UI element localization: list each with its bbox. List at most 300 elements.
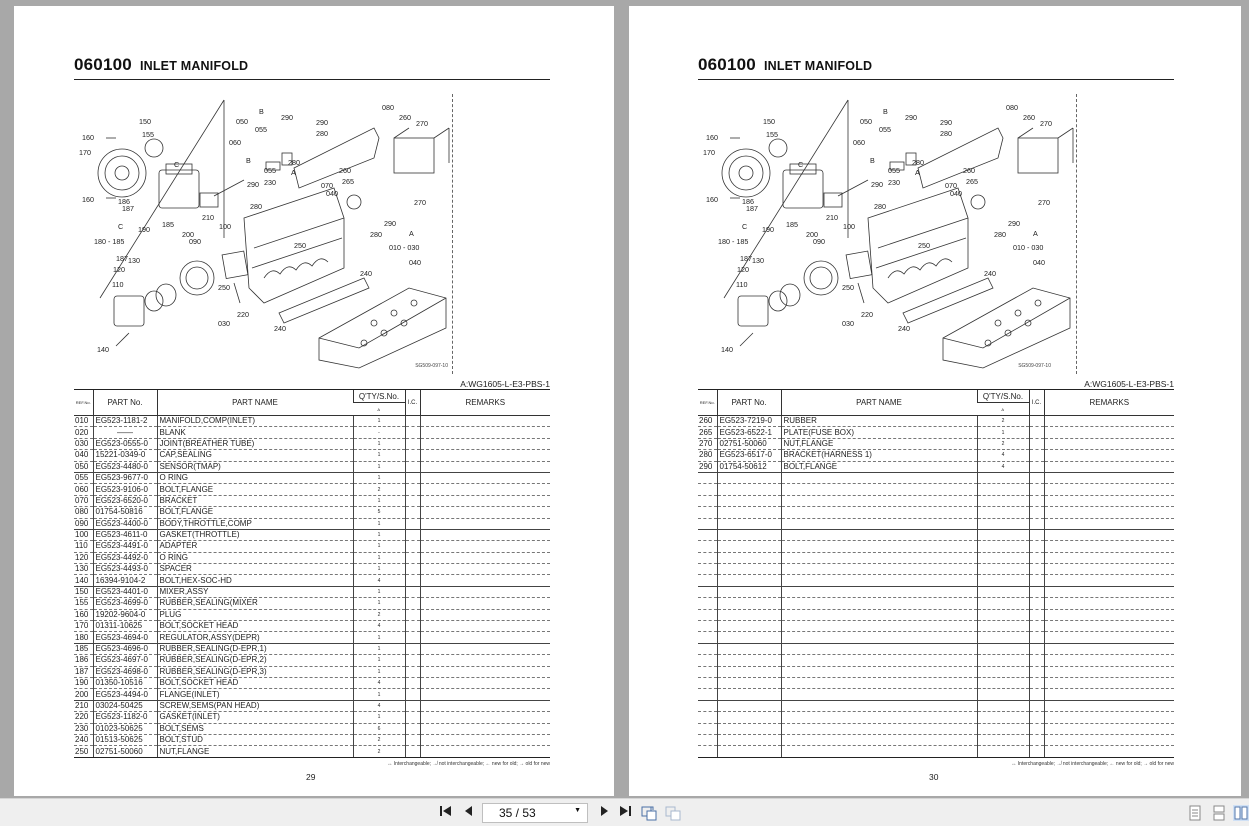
part-name-cell	[781, 712, 977, 723]
ref-cell	[698, 472, 717, 483]
svg-text:A: A	[409, 229, 414, 238]
previous-page-icon	[464, 805, 474, 817]
part-no-cell: 01513-50625	[93, 734, 157, 745]
ic-cell	[405, 632, 420, 643]
svg-text:290: 290	[940, 118, 952, 127]
remarks-cell	[420, 450, 550, 461]
svg-text:070: 070	[321, 181, 333, 190]
remarks-cell	[1044, 541, 1174, 552]
qty-cell: 2	[353, 484, 405, 495]
part-name-cell: RUBBER,SEALING(MIXER	[157, 598, 353, 609]
previous-page-button[interactable]	[461, 805, 477, 821]
part-name-cell	[781, 564, 977, 575]
qty-cell: 1	[353, 541, 405, 552]
ref-cell: 040	[74, 450, 93, 461]
part-no-cell	[717, 723, 781, 734]
part-no-cell: ——	[93, 427, 157, 438]
ic-cell	[405, 746, 420, 757]
part-name-cell: BOLT,HEX-SOC-HD	[157, 575, 353, 586]
remarks-cell	[420, 495, 550, 506]
part-name-cell	[781, 655, 977, 666]
qty-cell	[977, 655, 1029, 666]
table-row	[74, 484, 550, 495]
col-part-no: PART No.	[93, 390, 157, 416]
col-remarks: REMARKS	[1044, 390, 1174, 416]
ref-cell: 010	[74, 416, 93, 427]
ic-cell	[405, 564, 420, 575]
part-no-cell: 03024-50425	[93, 700, 157, 711]
remarks-cell	[1044, 438, 1174, 449]
svg-text:040: 040	[326, 189, 338, 198]
svg-text:B: B	[883, 107, 888, 116]
part-name-cell: RUBBER,SEALING(D-EPR,2)	[157, 655, 353, 666]
part-name-cell: MIXER,ASSY	[157, 586, 353, 597]
part-name-cell	[781, 643, 977, 654]
part-name-cell: SENSOR(TMAP)	[157, 461, 353, 472]
ref-cell: 100	[74, 529, 93, 540]
svg-text:A: A	[915, 168, 920, 177]
part-name-cell: CAP,SEALING	[157, 450, 353, 461]
ic-cell	[1029, 472, 1044, 483]
ic-cell	[405, 575, 420, 586]
svg-text:290: 290	[905, 113, 917, 122]
legend: ↔ Interchangeable; ↛ not interchangeable; ← new for old; → old for new	[387, 761, 550, 767]
svg-text:160: 160	[706, 133, 718, 142]
part-no-cell: EG523-6517-0	[717, 450, 781, 461]
table-row	[74, 529, 550, 540]
title-rule	[698, 79, 1174, 80]
ref-cell	[698, 495, 717, 506]
ic-cell	[1029, 427, 1044, 438]
part-name-cell: BOLT,SEMS	[157, 723, 353, 734]
svg-text:100: 100	[843, 222, 855, 231]
svg-text:055: 055	[255, 125, 267, 134]
table-row	[698, 746, 1174, 757]
svg-text:040: 040	[1033, 258, 1045, 267]
svg-text:A: A	[1033, 229, 1038, 238]
remarks-cell	[420, 575, 550, 586]
ic-cell	[405, 734, 420, 745]
part-no-cell	[717, 552, 781, 563]
svg-text:A: A	[291, 168, 296, 177]
qty-cell: 4	[353, 575, 405, 586]
ic-cell	[405, 461, 420, 472]
part-name-cell: BRACKET	[157, 495, 353, 506]
svg-text:187: 187	[116, 254, 128, 263]
table-row	[74, 507, 550, 518]
col-ref: REF.No.	[698, 390, 717, 416]
remarks-cell	[420, 586, 550, 597]
qty-cell: 4	[977, 461, 1029, 472]
part-no-cell: EG523-4698-0	[93, 666, 157, 677]
table-row	[74, 472, 550, 483]
qty-cell	[977, 746, 1029, 757]
part-no-cell: EG523-4611-0	[93, 529, 157, 540]
ic-cell	[1029, 700, 1044, 711]
svg-text:155: 155	[766, 130, 778, 139]
single-page-view-button[interactable]	[1187, 805, 1203, 821]
remarks-cell	[1044, 507, 1174, 518]
first-page-button[interactable]	[438, 805, 454, 821]
part-no-cell: 02751-50060	[717, 438, 781, 449]
remarks-cell	[420, 438, 550, 449]
part-name-cell	[781, 484, 977, 495]
first-page-icon	[439, 805, 453, 817]
ic-cell	[1029, 484, 1044, 495]
ic-cell	[405, 552, 420, 563]
svg-text:280: 280	[316, 129, 328, 138]
ref-cell: 150	[74, 586, 93, 597]
col-part-name: PART NAME	[781, 390, 977, 416]
table-row	[698, 723, 1174, 734]
qty-cell: 1	[353, 518, 405, 529]
part-name-cell: SPACER	[157, 564, 353, 575]
part-no-cell: 16394-9104-2	[93, 575, 157, 586]
svg-text:280: 280	[288, 158, 300, 167]
part-no-cell: EG523-4696-0	[93, 643, 157, 654]
ic-cell	[405, 712, 420, 723]
ic-cell	[1029, 450, 1044, 461]
ic-cell	[1029, 529, 1044, 540]
ic-cell	[1029, 632, 1044, 643]
remarks-cell	[1044, 666, 1174, 677]
svg-text:170: 170	[703, 148, 715, 157]
page-selector[interactable]	[482, 803, 588, 823]
part-name-cell	[781, 495, 977, 506]
col-ic: I.C.	[1029, 390, 1044, 416]
ref-cell: 110	[74, 541, 93, 552]
svg-text:187: 187	[740, 254, 752, 263]
two-page-view-button[interactable]	[1233, 805, 1249, 821]
fit-page-button[interactable]	[665, 805, 681, 821]
part-no-cell	[717, 507, 781, 518]
part-no-cell: EG523-4400-0	[93, 518, 157, 529]
ref-cell: 187	[74, 666, 93, 677]
svg-text:120: 120	[737, 265, 749, 274]
dropdown-arrow-icon: ▼	[574, 807, 581, 814]
svg-text:B: B	[246, 156, 251, 165]
remarks-cell	[1044, 655, 1174, 666]
col-qty: Q'TY/S.No.	[977, 390, 1029, 403]
table-row	[698, 427, 1174, 438]
svg-text:140: 140	[97, 345, 109, 354]
table-row	[74, 643, 550, 654]
section-code: 060100	[74, 55, 132, 74]
svg-text:080: 080	[382, 103, 394, 112]
part-name-cell: RUBBER	[781, 416, 977, 427]
qty-cell: 1	[353, 598, 405, 609]
qty-cell: 1	[353, 632, 405, 643]
remarks-cell	[420, 689, 550, 700]
part-no-cell: EG523-0555-0	[93, 438, 157, 449]
ref-cell: 290	[698, 461, 717, 472]
part-name-cell: MANIFOLD,COMP(INLET)	[157, 416, 353, 427]
part-name-cell	[781, 609, 977, 620]
svg-text:280: 280	[874, 202, 886, 211]
ref-cell	[698, 598, 717, 609]
svg-text:187: 187	[122, 204, 134, 213]
col-qty-a: A	[977, 403, 1029, 416]
svg-text:240: 240	[898, 324, 910, 333]
ic-cell	[1029, 507, 1044, 518]
part-name-cell	[781, 575, 977, 586]
part-name-cell: PLUG	[157, 609, 353, 620]
qty-cell	[977, 472, 1029, 483]
ref-cell: 090	[74, 518, 93, 529]
remarks-cell	[1044, 450, 1174, 461]
col-ref: REF.No.	[74, 390, 93, 416]
ic-cell	[1029, 677, 1044, 688]
table-row	[698, 438, 1174, 449]
svg-text:140: 140	[721, 345, 733, 354]
part-name-cell: O RING	[157, 552, 353, 563]
svg-text:090: 090	[189, 237, 201, 246]
qty-cell: 1	[353, 450, 405, 461]
page-29	[14, 6, 614, 796]
exploded-parts-diagram	[74, 98, 454, 370]
ref-cell: 170	[74, 621, 93, 632]
remarks-cell	[420, 552, 550, 563]
single-page-icon	[1188, 805, 1202, 821]
legend: ↔ Interchangeable; ↛ not interchangeable; ← new for old; → old for new	[1011, 761, 1174, 767]
ref-cell	[698, 689, 717, 700]
parts-table	[74, 389, 550, 758]
table-row	[698, 632, 1174, 643]
ic-cell	[1029, 746, 1044, 757]
remarks-cell	[420, 723, 550, 734]
figure-code: SG509-097-10	[1018, 363, 1051, 369]
qty-cell	[977, 689, 1029, 700]
svg-text:220: 220	[861, 310, 873, 319]
svg-text:160: 160	[82, 195, 94, 204]
ref-cell: 180	[74, 632, 93, 643]
svg-text:290: 290	[316, 118, 328, 127]
part-name-cell	[781, 529, 977, 540]
col-ic: I.C.	[405, 390, 420, 416]
ref-cell	[698, 677, 717, 688]
svg-text:250: 250	[918, 241, 930, 250]
qty-cell: 1	[353, 552, 405, 563]
remarks-cell	[420, 746, 550, 757]
part-no-cell	[717, 586, 781, 597]
remarks-cell	[420, 700, 550, 711]
svg-text:260: 260	[963, 166, 975, 175]
part-name-cell	[781, 734, 977, 745]
qty-cell	[977, 621, 1029, 632]
ref-cell	[698, 712, 717, 723]
ic-cell	[1029, 564, 1044, 575]
svg-text:055: 055	[264, 166, 276, 175]
part-no-cell: 01023-50625	[93, 723, 157, 734]
remarks-cell	[1044, 723, 1174, 734]
part-name-cell: GASKET(INLET)	[157, 712, 353, 723]
table-row	[74, 677, 550, 688]
ref-cell: 020	[74, 427, 93, 438]
qty-cell	[977, 734, 1029, 745]
ref-cell: 265	[698, 427, 717, 438]
svg-text:040: 040	[950, 189, 962, 198]
part-no-cell: EG523-4699-0	[93, 598, 157, 609]
fit-width-button[interactable]	[641, 805, 657, 821]
part-name-cell: O RING	[157, 472, 353, 483]
part-name-cell	[781, 586, 977, 597]
ic-cell	[405, 507, 420, 518]
table-row	[698, 564, 1174, 575]
remarks-cell	[1044, 575, 1174, 586]
part-no-cell: 15221-0349-0	[93, 450, 157, 461]
qty-cell: 1	[353, 666, 405, 677]
svg-text:260: 260	[1023, 113, 1035, 122]
remarks-cell	[420, 609, 550, 620]
svg-text:130: 130	[128, 256, 140, 265]
svg-text:150: 150	[763, 117, 775, 126]
part-no-cell: EG523-4401-0	[93, 586, 157, 597]
svg-text:200: 200	[182, 230, 194, 239]
svg-text:110: 110	[112, 280, 124, 289]
diagram-divider	[452, 94, 453, 374]
part-no-cell: EG523-7219-0	[717, 416, 781, 427]
ref-cell: 260	[698, 416, 717, 427]
ref-cell: 160	[74, 609, 93, 620]
remarks-cell	[1044, 700, 1174, 711]
svg-text:130: 130	[752, 256, 764, 265]
part-no-cell: EG523-4480-0	[93, 461, 157, 472]
qty-cell	[977, 712, 1029, 723]
part-no-cell	[717, 518, 781, 529]
qty-cell: 6	[353, 723, 405, 734]
svg-text:070: 070	[945, 181, 957, 190]
ref-cell: 185	[74, 643, 93, 654]
next-page-button[interactable]	[596, 805, 612, 821]
ref-cell	[698, 609, 717, 620]
table-row	[74, 609, 550, 620]
remarks-cell	[1044, 552, 1174, 563]
svg-text:290: 290	[1008, 219, 1020, 228]
page-30	[629, 6, 1241, 796]
qty-cell	[977, 552, 1029, 563]
part-no-cell: EG523-4694-0	[93, 632, 157, 643]
table-row	[698, 712, 1174, 723]
ic-cell	[1029, 723, 1044, 734]
ref-cell: 130	[74, 564, 93, 575]
qty-cell: 1	[353, 586, 405, 597]
page-number: 29	[306, 772, 316, 782]
ic-cell	[1029, 438, 1044, 449]
remarks-cell	[1044, 484, 1174, 495]
svg-text:250: 250	[842, 283, 854, 292]
svg-text:265: 265	[342, 177, 354, 186]
next-page-icon	[599, 805, 609, 817]
ic-cell	[1029, 416, 1044, 427]
ref-cell: 230	[74, 723, 93, 734]
ref-cell: 200	[74, 689, 93, 700]
svg-text:265: 265	[966, 177, 978, 186]
part-no-cell	[717, 472, 781, 483]
svg-text:B: B	[259, 107, 264, 116]
svg-text:080: 080	[1006, 103, 1018, 112]
remarks-cell	[420, 564, 550, 575]
part-name-cell	[781, 507, 977, 518]
svg-text:260: 260	[399, 113, 411, 122]
table-row	[74, 575, 550, 586]
remarks-cell	[1044, 529, 1174, 540]
table-row	[698, 689, 1174, 700]
qty-cell: 2	[977, 416, 1029, 427]
part-name-cell: ADAPTER	[157, 541, 353, 552]
svg-text:280: 280	[250, 202, 262, 211]
ic-cell	[405, 472, 420, 483]
last-page-button[interactable]	[617, 805, 633, 821]
qty-cell	[977, 609, 1029, 620]
table-row	[698, 643, 1174, 654]
part-no-cell	[717, 621, 781, 632]
remarks-cell	[1044, 746, 1174, 757]
col-qty-a: A	[353, 403, 405, 416]
table-row	[74, 655, 550, 666]
part-no-cell	[717, 632, 781, 643]
ic-cell	[1029, 712, 1044, 723]
qty-cell: 2	[353, 746, 405, 757]
table-row	[698, 507, 1174, 518]
table-row	[74, 461, 550, 472]
remarks-cell	[1044, 598, 1174, 609]
part-no-cell	[717, 655, 781, 666]
svg-text:185: 185	[162, 220, 174, 229]
remarks-cell	[1044, 621, 1174, 632]
svg-text:230: 230	[264, 178, 276, 187]
table-row	[698, 575, 1174, 586]
ref-cell	[698, 700, 717, 711]
ref-cell	[698, 621, 717, 632]
table-row	[698, 529, 1174, 540]
qty-cell: 4	[353, 621, 405, 632]
ic-cell	[1029, 541, 1044, 552]
remarks-cell	[420, 529, 550, 540]
diagram-divider	[1076, 94, 1077, 374]
svg-text:B: B	[870, 156, 875, 165]
ic-cell	[405, 621, 420, 632]
remarks-cell	[1044, 689, 1174, 700]
model-code: A:WG1605-L-E3-PBS-1	[1084, 379, 1174, 389]
qty-cell	[977, 507, 1029, 518]
part-no-cell: EG523-6520-0	[93, 495, 157, 506]
ic-cell	[405, 655, 420, 666]
svg-text:270: 270	[1038, 198, 1050, 207]
part-no-cell	[717, 564, 781, 575]
part-name-cell	[781, 518, 977, 529]
qty-cell	[977, 541, 1029, 552]
qty-cell: 1	[353, 529, 405, 540]
table-row	[698, 450, 1174, 461]
ic-cell	[1029, 666, 1044, 677]
svg-text:280: 280	[940, 129, 952, 138]
svg-text:280: 280	[370, 230, 382, 239]
exploded-parts-diagram	[698, 98, 1078, 370]
title-rule	[74, 79, 550, 80]
svg-text:030: 030	[218, 319, 230, 328]
qty-cell: 4	[977, 450, 1029, 461]
remarks-cell	[1044, 643, 1174, 654]
qty-cell: 2	[977, 438, 1029, 449]
part-no-cell	[717, 666, 781, 677]
remarks-cell	[420, 677, 550, 688]
part-no-cell: EG523-9677-0	[93, 472, 157, 483]
svg-text:290: 290	[871, 180, 883, 189]
part-name-cell: BOLT,SOCKET HEAD	[157, 621, 353, 632]
remarks-cell	[420, 621, 550, 632]
table-row	[74, 495, 550, 506]
continuous-view-button[interactable]	[1211, 805, 1227, 821]
